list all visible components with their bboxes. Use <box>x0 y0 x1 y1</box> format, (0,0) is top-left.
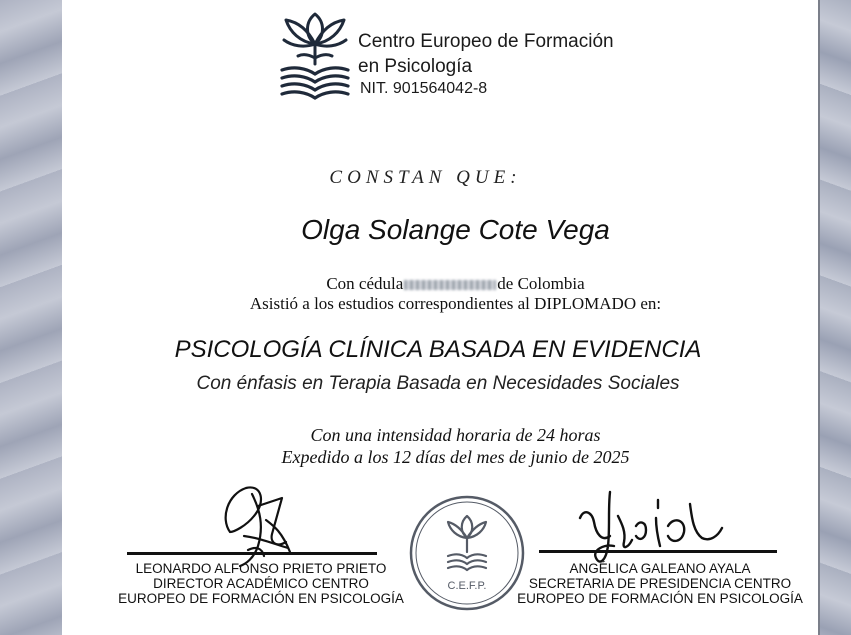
secretary-signature-line <box>539 550 777 553</box>
institution-name-line1: Centro Europeo de Formación <box>358 31 614 52</box>
lotus-book-logo-icon <box>278 8 352 100</box>
certificate-heading: CONSTAN QUE: <box>329 167 522 188</box>
director-role-line1: DIRECTOR ACADÉMICO CENTRO <box>153 576 369 591</box>
institution-name <box>358 29 614 79</box>
director-role-line2: EUROPEO DE FORMACIÓN EN PSICOLOGÍA <box>118 591 404 606</box>
secretary-role-line1: SECRETARIA DE PRESIDENCIA CENTRO <box>528 576 792 591</box>
id-prefix: Con cédula <box>326 274 404 293</box>
institution-name-line2: en Psicología <box>358 56 473 77</box>
hours-line: Con una intensidad horaria de 24 horas <box>310 425 601 445</box>
id-suffix: de Colombia <box>497 274 585 293</box>
institution-nit: NIT. 901564042-8 <box>360 80 488 97</box>
attendance-line: Asistió a los estudios correspondientes al DIPLOMADO en: <box>249 294 662 313</box>
secretary-signature <box>570 486 730 570</box>
id-line <box>0 274 851 294</box>
right-background-strip <box>818 0 851 635</box>
seal-text: C.E.F.P. <box>447 580 487 592</box>
director-block <box>102 561 420 606</box>
issued-line: Expedido a los 12 días del mes de junio de 2025 <box>281 447 630 467</box>
course-title: PSICOLOGÍA CLÍNICA BASADA EN EVIDENCIA <box>174 336 702 363</box>
secretary-role-line2: EUROPEO DE FORMACIÓN EN PSICOLOGÍA <box>517 591 803 606</box>
redacted-id-number <box>404 280 496 290</box>
director-name: LEONARDO ALFONSO PRIETO PRIETO <box>135 561 387 576</box>
course-subtitle: Con énfasis en Terapia Basada en Necesidades Sociales <box>196 373 680 394</box>
recipient-name: Olga Solange Cote Vega <box>301 214 610 245</box>
secretary-name: ANGÉLICA GALEANO AYALA <box>569 561 751 576</box>
director-signature-line <box>127 552 377 555</box>
left-background-strip <box>0 0 62 635</box>
secretary-block <box>500 561 820 606</box>
